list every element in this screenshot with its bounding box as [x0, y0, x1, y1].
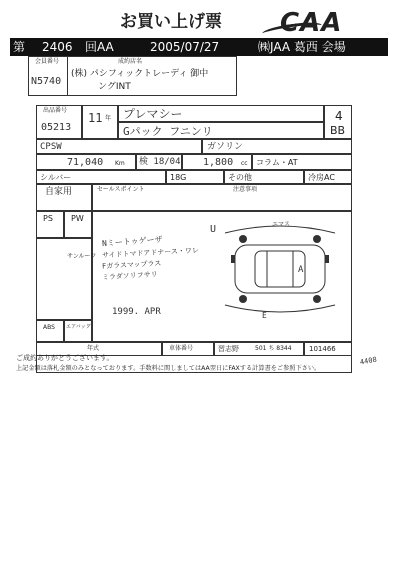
wheel-icon — [239, 295, 247, 303]
inspection-box — [136, 154, 182, 170]
venue-name: ㈱JAA 葛西 会場 — [258, 40, 346, 54]
damage-mark-u: U — [210, 224, 217, 235]
note-line-4: ミラダソリフサリ — [101, 270, 158, 282]
auction-info-bar — [10, 38, 388, 56]
abs-label: ABS — [43, 324, 55, 331]
model-code-box — [36, 139, 202, 154]
page-title: お買い上げ票 — [120, 12, 222, 32]
bumper-mark — [325, 255, 329, 263]
store-name-line1: (株) パシフィックトレーディ 御中 — [71, 69, 209, 79]
pw-box — [64, 211, 92, 238]
auction-date: 2005/07/27 — [150, 40, 220, 54]
sunroof-box — [36, 238, 97, 320]
wheel-icon — [313, 235, 321, 243]
member-number-box — [28, 56, 68, 96]
interior-grade: BB — [330, 124, 346, 137]
dai-label: 第 — [13, 40, 26, 54]
airbag-label: エアバッグ — [66, 324, 91, 330]
lot-number: 2406 — [42, 40, 73, 54]
first-registration: 1999. APR — [112, 307, 161, 317]
damage-mark-e: E — [262, 311, 267, 320]
plate-area: 習志野 — [218, 345, 239, 353]
jikayo-box — [36, 184, 92, 211]
shift-box — [252, 154, 352, 170]
airbag-box — [64, 320, 92, 342]
other-label: その他 — [228, 173, 252, 182]
sunroof-label: サンルーフ — [67, 253, 97, 260]
kai-label: 回AA — [85, 40, 114, 54]
wheel-icon — [239, 235, 247, 243]
score-box — [324, 105, 352, 139]
note-line-1: Nミートゥゲーザ — [101, 234, 163, 249]
car-body-outline — [235, 245, 325, 293]
note-line-2: サイドトマドアドナース・ワレ — [101, 246, 200, 260]
ac: 冷房AC — [308, 173, 335, 182]
caa-logo: CAA — [280, 8, 343, 38]
ps-label: PS — [43, 214, 53, 223]
damage-mark-tx: エマス — [272, 221, 291, 228]
grade-name: Gパック フニンリ — [123, 125, 213, 138]
store-label: 成約店名 — [118, 58, 143, 65]
ac-box — [304, 170, 352, 184]
chassis-label: 車体番号 — [169, 345, 194, 352]
doors: 18G — [170, 173, 187, 182]
record-box — [304, 342, 352, 356]
sales-point-box — [92, 184, 352, 211]
member-no-label: 会員番号 — [35, 58, 60, 65]
car-side-bottom — [225, 305, 335, 312]
mileage-unit: Km — [115, 160, 125, 167]
bumper-mark — [231, 255, 235, 263]
jikayo-label: 自家用 — [45, 187, 73, 197]
chassis-box — [162, 342, 214, 356]
damage-mark-a: A — [298, 265, 304, 275]
model-code: CPSW — [40, 142, 62, 152]
fuel-box — [202, 139, 352, 154]
page-stamp: 4408 — [359, 355, 378, 367]
plate-number: 501 ち 8344 — [255, 345, 292, 352]
body-color: シルバー — [40, 173, 72, 182]
listing-no: 05213 — [41, 122, 72, 133]
mileage-box — [36, 154, 136, 170]
color-box — [36, 170, 166, 184]
listing-no-box — [36, 105, 82, 139]
thanks-message: ご成約ありがとうございます。 — [16, 354, 114, 362]
nenshiki-label: 年式 — [87, 345, 100, 352]
grade-box — [118, 122, 324, 139]
model-year: 11 — [88, 111, 103, 125]
pw-label: PW — [71, 214, 84, 223]
store-name-line2: ングINT — [98, 82, 131, 92]
displacement-box — [182, 154, 252, 170]
mileage: 71,040 — [67, 157, 104, 168]
model-box — [118, 105, 324, 122]
plate-box — [214, 342, 304, 356]
record-no: 101466 — [309, 345, 336, 353]
inspection: 検 18/04 — [139, 157, 181, 167]
car-damage-diagram — [205, 215, 355, 325]
note-line-3: Fガラスマップラス — [101, 259, 162, 271]
displacement-unit: cc — [241, 160, 248, 167]
wheel-icon — [313, 295, 321, 303]
listing-no-label: 出品番号 — [43, 107, 68, 114]
score: 4 — [335, 109, 343, 123]
sales-point-label: セールスポイント — [97, 186, 145, 193]
fee-notice: 上記金額は落札金額のみとなっております。手数料に関しましてはAA翌日にFAXする計算書をご参照下さい。 — [16, 365, 321, 372]
year-unit: 年 — [105, 115, 112, 122]
ps-box — [36, 211, 64, 238]
fuel-type: ガソリン — [207, 142, 244, 152]
memo-label: 注意事項 — [233, 186, 258, 193]
shift-type: コラム・AT — [256, 158, 298, 167]
displacement: 1,800 — [203, 157, 234, 168]
model-name: プレマシー — [123, 107, 183, 121]
doors-box — [166, 170, 224, 184]
abs-box — [36, 320, 64, 342]
year-box — [82, 105, 118, 139]
member-no: N5740 — [31, 76, 62, 87]
store-name-box — [67, 56, 237, 96]
other-box — [224, 170, 304, 184]
